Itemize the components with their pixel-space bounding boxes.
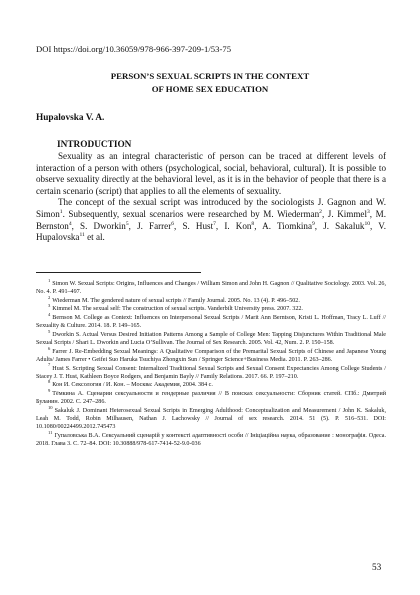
footnote-ref: 7: [213, 220, 216, 227]
footnote-separator: [36, 272, 201, 273]
footnote: [36, 328, 386, 347]
title-line-2: OF HOME SEX EDUCATION: [151, 84, 269, 94]
footnote-text: Тёмкина А. Сценарии сексуальности и гендерные различия // В поисках сексуальности: Сборник статей. СПб.: Дмитрий Буланин. 2002. С. 247–286.: [36, 390, 386, 406]
footnote-number: 3: [48, 303, 51, 309]
footnote-text: Kimmel M. The sexual self: The construction of sexual scripts. Vanderbilt University press. 2007. 322.: [52, 306, 303, 313]
footnote: [36, 362, 386, 381]
text-run: , J. Sakaluk: [314, 220, 365, 231]
body-text: [36, 151, 386, 244]
footnote-ref: 6: [171, 220, 175, 227]
footnote: [36, 277, 386, 296]
footnote-ref: 4: [68, 220, 72, 227]
footnote-text: Гупаловська В.А. Сексуальний сценарій у контексті адаптивності особи // Ініціаційна наука, образование : монографія. Одеса. 2018. Глава 3. С. 72–84. DOI: 10.30888/978-617-7414-52-9.0-036: [36, 432, 386, 447]
footnote-number: 9: [48, 387, 51, 393]
footnote: [36, 429, 386, 448]
footnote-number: 7: [48, 362, 51, 368]
footnote-number: 4: [48, 312, 51, 318]
footnote-text: Кон И. Сексология / И. Кон. – Москва: Академия, 2004. 384 с.: [52, 382, 213, 389]
footnote-ref: 1: [59, 208, 63, 215]
article-title: [40, 70, 380, 96]
footnote-number: 10: [48, 404, 53, 410]
footnote-ref: 9: [311, 220, 315, 227]
footnote: [36, 294, 386, 305]
footnote-ref: 10: [364, 220, 371, 227]
footnote: [36, 314, 386, 330]
footnote: [36, 305, 386, 313]
text-run: , J. Kimmel: [321, 208, 367, 219]
author-name: Hupalovska V. A.: [36, 113, 105, 123]
text-run: , M. Bernston: [36, 208, 387, 231]
footnote-number: 6: [48, 345, 51, 351]
footnote-text: Dworkin S. Actual Versus Desired Initiation Patterns Among a Sample of College Men: Tapping Disjunctures Within Traditional Male Sexual Scripts / Shari L. Dworkin and Lucia O’Sullivan. The Journal of Sex Research. 2005. Vol. 42, Num. 2. P. 150–158.: [36, 331, 386, 347]
text-run: , J. Farrer: [128, 220, 172, 231]
text-run: et al.: [84, 232, 105, 243]
text-run: , A. Tiomkina: [254, 220, 312, 231]
footnote-text: Bernson M. College as Context: Influences on Interpersonal Sexual Scripts / Marit Ann Berntson, Kristi L. Hoffman, Tracy L. Luff // Sexuality & Culture. 2014. 18. P. 149–165.: [36, 315, 386, 330]
paragraph-1: Sexuality as an integral characteristic of person can be traced at different levels of interaction of a person with others (psychological, social, behavioral, cultural). It is possible to observe sexuality directly at the behavioral level, as it is in the behavior of people that there is a certain scenario (script) that applies to all the elements of sexuality.: [36, 151, 386, 196]
page-number: 53: [372, 563, 382, 573]
text-run: , S. Hust: [174, 220, 214, 231]
footnote-ref: 3: [367, 208, 370, 215]
section-heading: INTRODUCTION: [57, 140, 132, 150]
footnote-text: Sakaluk J. Dominant Heterosexual Sexual Scripts in Emerging Adulthood: Conceptualization and Measurement / John K. Sakaluk, Leah M. Todd, Robin Milhausen, Nathan J. Lachowsky // Journal of sex research. 2014. 51 (5). P. 516–531. DOI: 10.1080/00224499.2012.745473: [36, 407, 386, 430]
footnote-text: Farrer J. Re-Embedding Sexual Meanings: A Qualitative Comparison of the Premarital Sexual Scripts of Chinese and Japanese Young Adults/ James Farrer • Geifei Suo Haruka Tsuchiya Zhongxin Sun / Springer Science+Business Media. 2011. P. 263–286.: [36, 348, 386, 363]
footnote-text: Simon W. Sexual Scripts: Origins, Influences and Changes / William Simon and John H. Gagnon // Qualitative Sociology. 2003. Vol. 26, No. 4. P. 491–497.: [36, 281, 386, 296]
footnote-text: Wiederman M. The gendered nature of sexual scripts // Family Journal. 2005. No. 13 (4). P. 496–502.: [52, 297, 300, 304]
text-run: The concept of the sexual script was introduced by the sociologists J. Gagnon and W. Simon: [36, 197, 386, 219]
footnote-ref: 5: [125, 220, 129, 227]
text-run: , V. Hupalovska: [36, 220, 386, 243]
footnote: [36, 345, 386, 364]
footnote-number: 5: [48, 328, 51, 334]
footnote-ref: 11: [79, 232, 85, 239]
footnote: [36, 404, 386, 431]
text-run: , S. Dworkin: [71, 220, 126, 231]
footnote: [36, 387, 386, 406]
title-line-1: PERSON’S SEXUAL SCRIPTS IN THE CONTEXT: [110, 71, 310, 81]
footnote-number: 8: [48, 379, 51, 385]
footnote: [36, 381, 386, 389]
paragraph-2: [36, 197, 386, 243]
footnote-number: 1: [48, 277, 51, 283]
footnote-number: 2: [48, 294, 51, 300]
footnote-ref: 2: [319, 208, 322, 215]
text-run: , I. Kon: [215, 220, 252, 231]
text-run: . Subsequently, sexual scenarios were researched by M. Wiederman: [62, 208, 320, 219]
doi-line: DOI https://doi.org/10.36059/978-966-397-209-1/53-75: [36, 44, 232, 54]
footnotes: [36, 277, 386, 448]
footnote-ref: 8: [251, 220, 255, 227]
footnote-text: Hust S. Scripting Sexual Consent: Internalized Traditional Sexual Scripts and Sexual Consent Expectancies Among College Students / Stacey J. T. Hust, Kathleen Boyce Rodgers, and Benjamin Bayly // Family Relations. 2017. 66. P. 197–210.: [36, 365, 386, 380]
footnote-number: 11: [48, 429, 53, 435]
